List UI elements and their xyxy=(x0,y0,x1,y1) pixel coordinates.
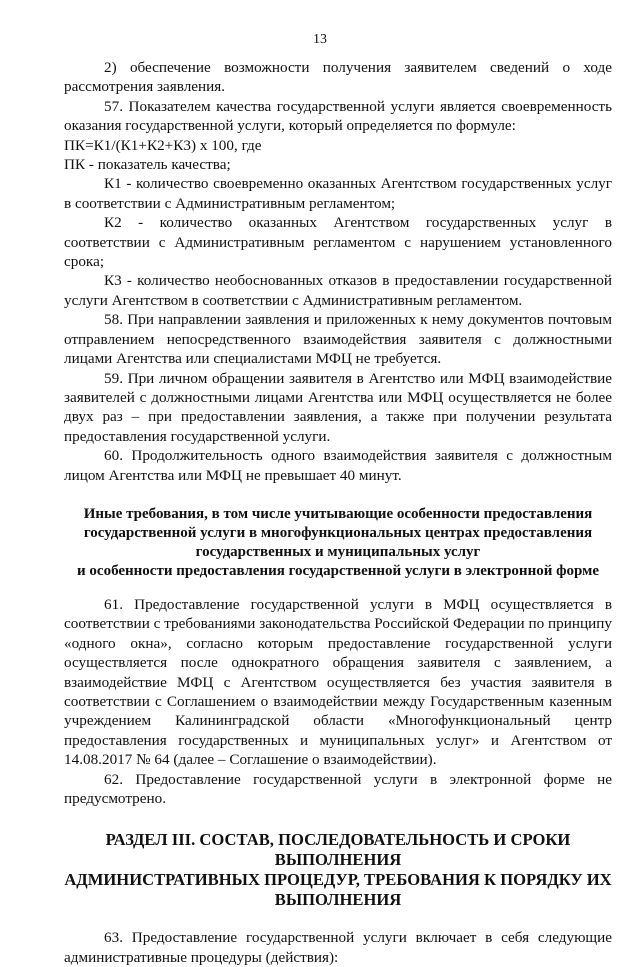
paragraph-63: 63. Предоставление государственной услуги включает в себя следующие административные процедуры (действия): xyxy=(64,929,612,966)
heading-line: РАЗДЕЛ III. СОСТАВ, ПОСЛЕДОВАТЕЛЬНОСТЬ И СРОКИ ВЫПОЛНЕНИЯ xyxy=(105,830,571,870)
heading-line: государственных и муниципальных услуг xyxy=(195,543,481,560)
heading-line: ВЫПОЛНЕНИЯ xyxy=(274,890,402,910)
page-number: 13 xyxy=(313,32,327,47)
formula-pk-definition: ПК - показатель качества; xyxy=(64,156,231,174)
document-body xyxy=(64,58,612,967)
section-heading-other-requirements xyxy=(64,505,612,581)
paragraph-57: 57. Показателем качества государственной услуги является своевременность оказания государственной услуги, который определяется по формуле: xyxy=(64,97,612,135)
heading-line: и особенности предоставления государственной услуги в электронной форме xyxy=(77,562,599,579)
section-heading-part-3 xyxy=(64,830,612,910)
formula-k3-definition: К3 - количество необоснованных отказов в предоставлении государственной услуги Агентством в соответствии с Административным регламентом. xyxy=(64,272,612,309)
heading-line: государственной услуги в многофункциональных центрах предоставления xyxy=(83,524,593,541)
paragraph-59: 59. При личном обращении заявителя в Агентство или МФЦ взаимодействие заявителей с должностными лицами Агентства или МФЦ осуществляется не более двух раз – при предоставлении заявления, а также при получении результата предоставления государственной услуги. xyxy=(64,369,612,445)
paragraph-58: 58. При направлении заявления и приложенных к нему документов почтовым отправлением непосредственного взаимодействия заявителя с должностными лицами Агентства или специалистами МФЦ не требуется. xyxy=(64,311,612,368)
paragraph-61: 61. Предоставление государственной услуги в МФЦ осуществляется в соответствии с требованиями законодательства Российской Федерации по принципу «одного окна», согласно которым предоставление государственной услуги осуществляется после однократного обращения заявителя с заявлением, а взаимодействие МФЦ с Агентством осуществляется без участия заявителя в соответствии с Соглашением о взаимодействии между Государственным казенным учреждением Калининградской области «Многофункциональный центр предоставления государственных и муниципальных услуг» и Агентством от 14.08.2017 № 64 (далее – Соглашение о взаимодействии). xyxy=(64,595,612,769)
paragraph-62: 62. Предоставление государственной услуги в электронной форме не предусмотрено. xyxy=(64,770,612,807)
formula: ПК=К1/(К1+К2+К3) х 100, где xyxy=(64,136,262,154)
heading-line: Иные требования, в том числе учитывающие особенности предоставления xyxy=(83,505,593,522)
formula-k1-definition: К1 - количество своевременно оказанных Агентством государственных услуг в соответствии с Административным регламентом; xyxy=(64,175,612,212)
formula-k2-definition: К2 - количество оказанных Агентством государственных услуг в соответствии с Административным регламентом с нарушением установленного срока; xyxy=(64,214,612,271)
paragraph-60: 60. Продолжительность одного взаимодействия заявителя с должностным лицом Агентства или МФЦ не превышает 40 минут. xyxy=(64,447,612,484)
paragraph-continuation: 2) обеспечение возможности получения заявителем сведений о ходе рассмотрения заявления. xyxy=(64,59,612,96)
heading-line: АДМИНИСТРАТИВНЫХ ПРОЦЕДУР, ТРЕБОВАНИЯ К ПОРЯДКУ ИХ xyxy=(64,870,612,890)
